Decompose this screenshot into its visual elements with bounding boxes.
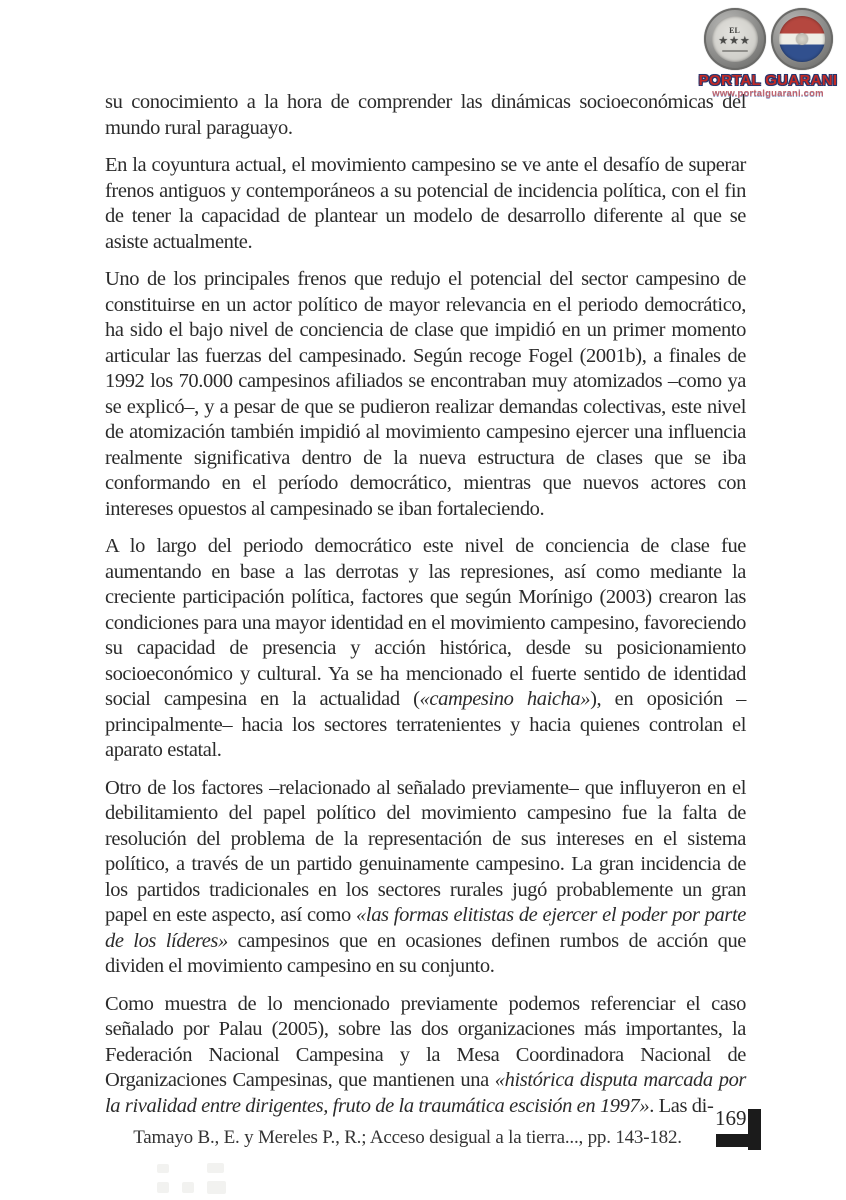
body-text-run: Como muestra de lo mencionado previamente podemos referenciar el caso señalado por Palau (2005), sobre las dos organizaciones más importantes, la Federación Nacional Campesina y la Mesa Coordinadora Nacional de Organizaciones Campesinas, que mantienen una: [105, 992, 746, 1091]
body-text-run: Uno de los principales frenos que redujo el potencial del sector campesino de constituirse en un actor político de mayor relevancia en el periodo democrático, ha sido el bajo nivel de conciencia de clase que impidió en un primer momento articular las fuerzas del campesinado. Según recoge Fogel (2001b), a finales de 1992 los 70.000 campesinos afiliados se encontraban muy atomizados –como ya se explicó–, y a pesar de que se pudieron realizar demandas colectivas, este nivel de atomización también impidió al movimiento campesino ejercer una influencia realmente significativa dentro de la nueva estructura de clases que se iba conformando en el período democrático, mientras que nuevos actores con intereses opuestos al campesinado se iban fortaleciendo.: [105, 268, 746, 520]
body-text-run: A lo largo del periodo democrático este nivel de conciencia de clase fue aumentando en base a las derrotas y las represiones, así como mediante la creciente participación política, factores que según Morínigo (2003) crearon las condiciones para una mayor identidad en el movimiento campesino, favoreciendo su capacidad de presencia y acción histórica, desde su posicionamiento socioeconómico y cultural. Ya se ha mencionado el fuerte sentido de identidad social campesina en la actualidad (: [105, 535, 746, 710]
scan-artifact: [182, 1182, 194, 1193]
body-text-run: su conocimiento a la hora de comprender las dinámicas socioeconómicas del mundo rural paraguayo.: [105, 91, 746, 139]
medal-el-text: EL: [729, 25, 740, 35]
watermark-title: PORTAL GUARANI: [698, 72, 838, 89]
body-text-run: Otro de los factores –relacionado al señalado previamente– que influyeron en el debilitamiento del papel político del movimiento campesino fue la falta de resolución del problema de la representación de sus intereses en el sistema político, a través de un partido genuinamente campesino. La gran incidencia de los partidos tradicionales en los sectores rurales jugó probablemente un gran papel en este aspecto, así como: [105, 776, 746, 926]
medal-seal-line: [722, 50, 748, 52]
medal-paraguay-flag-icon: [771, 8, 833, 70]
italic-quote: «las formas elitistas de ejercer el poder por parte de los líderes»: [105, 904, 746, 952]
flag-emblem-icon: [796, 33, 808, 45]
paragraph: [105, 153, 746, 255]
page-corner-mark-horizontal: [716, 1134, 761, 1147]
page-number: 169: [715, 1106, 747, 1130]
medal-seal-inner: [712, 16, 758, 62]
body-text-run: . Las di-: [649, 1094, 714, 1117]
paragraph: [105, 267, 746, 522]
medal-seal-icon: [704, 8, 766, 70]
scan-artifact: [207, 1181, 226, 1194]
body-text-run: campesinos que en ocasiones definen rumbos de acción que dividen el movimiento campesino en su conjunto.: [105, 929, 746, 977]
portal-guarani-watermark: [692, 8, 844, 99]
body-text-run: ), en oposición –principalmente– hacia los sectores terratenientes y hacia quienes controlan el aparato estatal.: [105, 688, 746, 761]
scan-artifact: [157, 1164, 169, 1173]
paragraph: [105, 776, 746, 980]
body-text-run: En la coyuntura actual, el movimiento campesino se ve ante el desafío de superar frenos antiguos y contemporáneos a su potencial de incidencia política, con el fin de tener la capacidad de plantear un modelo de desarrollo diferente al que se asiste actualmente.: [105, 154, 746, 253]
text-column: [105, 90, 746, 1131]
italic-quote: «campesino haicha»: [419, 688, 591, 710]
watermark-url: www.portalguarani.com: [712, 88, 824, 99]
medal-flag-inner: [779, 16, 825, 62]
italic-quote: «histórica disputa marcada por la rivalidad entre dirigentes, fruto de la traumática escisión en 1997»: [105, 1069, 746, 1117]
scan-artifact: [157, 1182, 169, 1193]
scan-artifact: [207, 1163, 224, 1173]
footer-citation: Tamayo B., E. y Mereles P., R.; Acceso desigual a la tierra..., pp. 143-182.: [133, 1127, 682, 1148]
medal-stars-icon: ★★★: [718, 34, 751, 47]
medallions: [692, 8, 844, 70]
paragraph: [105, 992, 746, 1120]
paragraph: [105, 534, 746, 764]
paragraph: [105, 90, 746, 141]
